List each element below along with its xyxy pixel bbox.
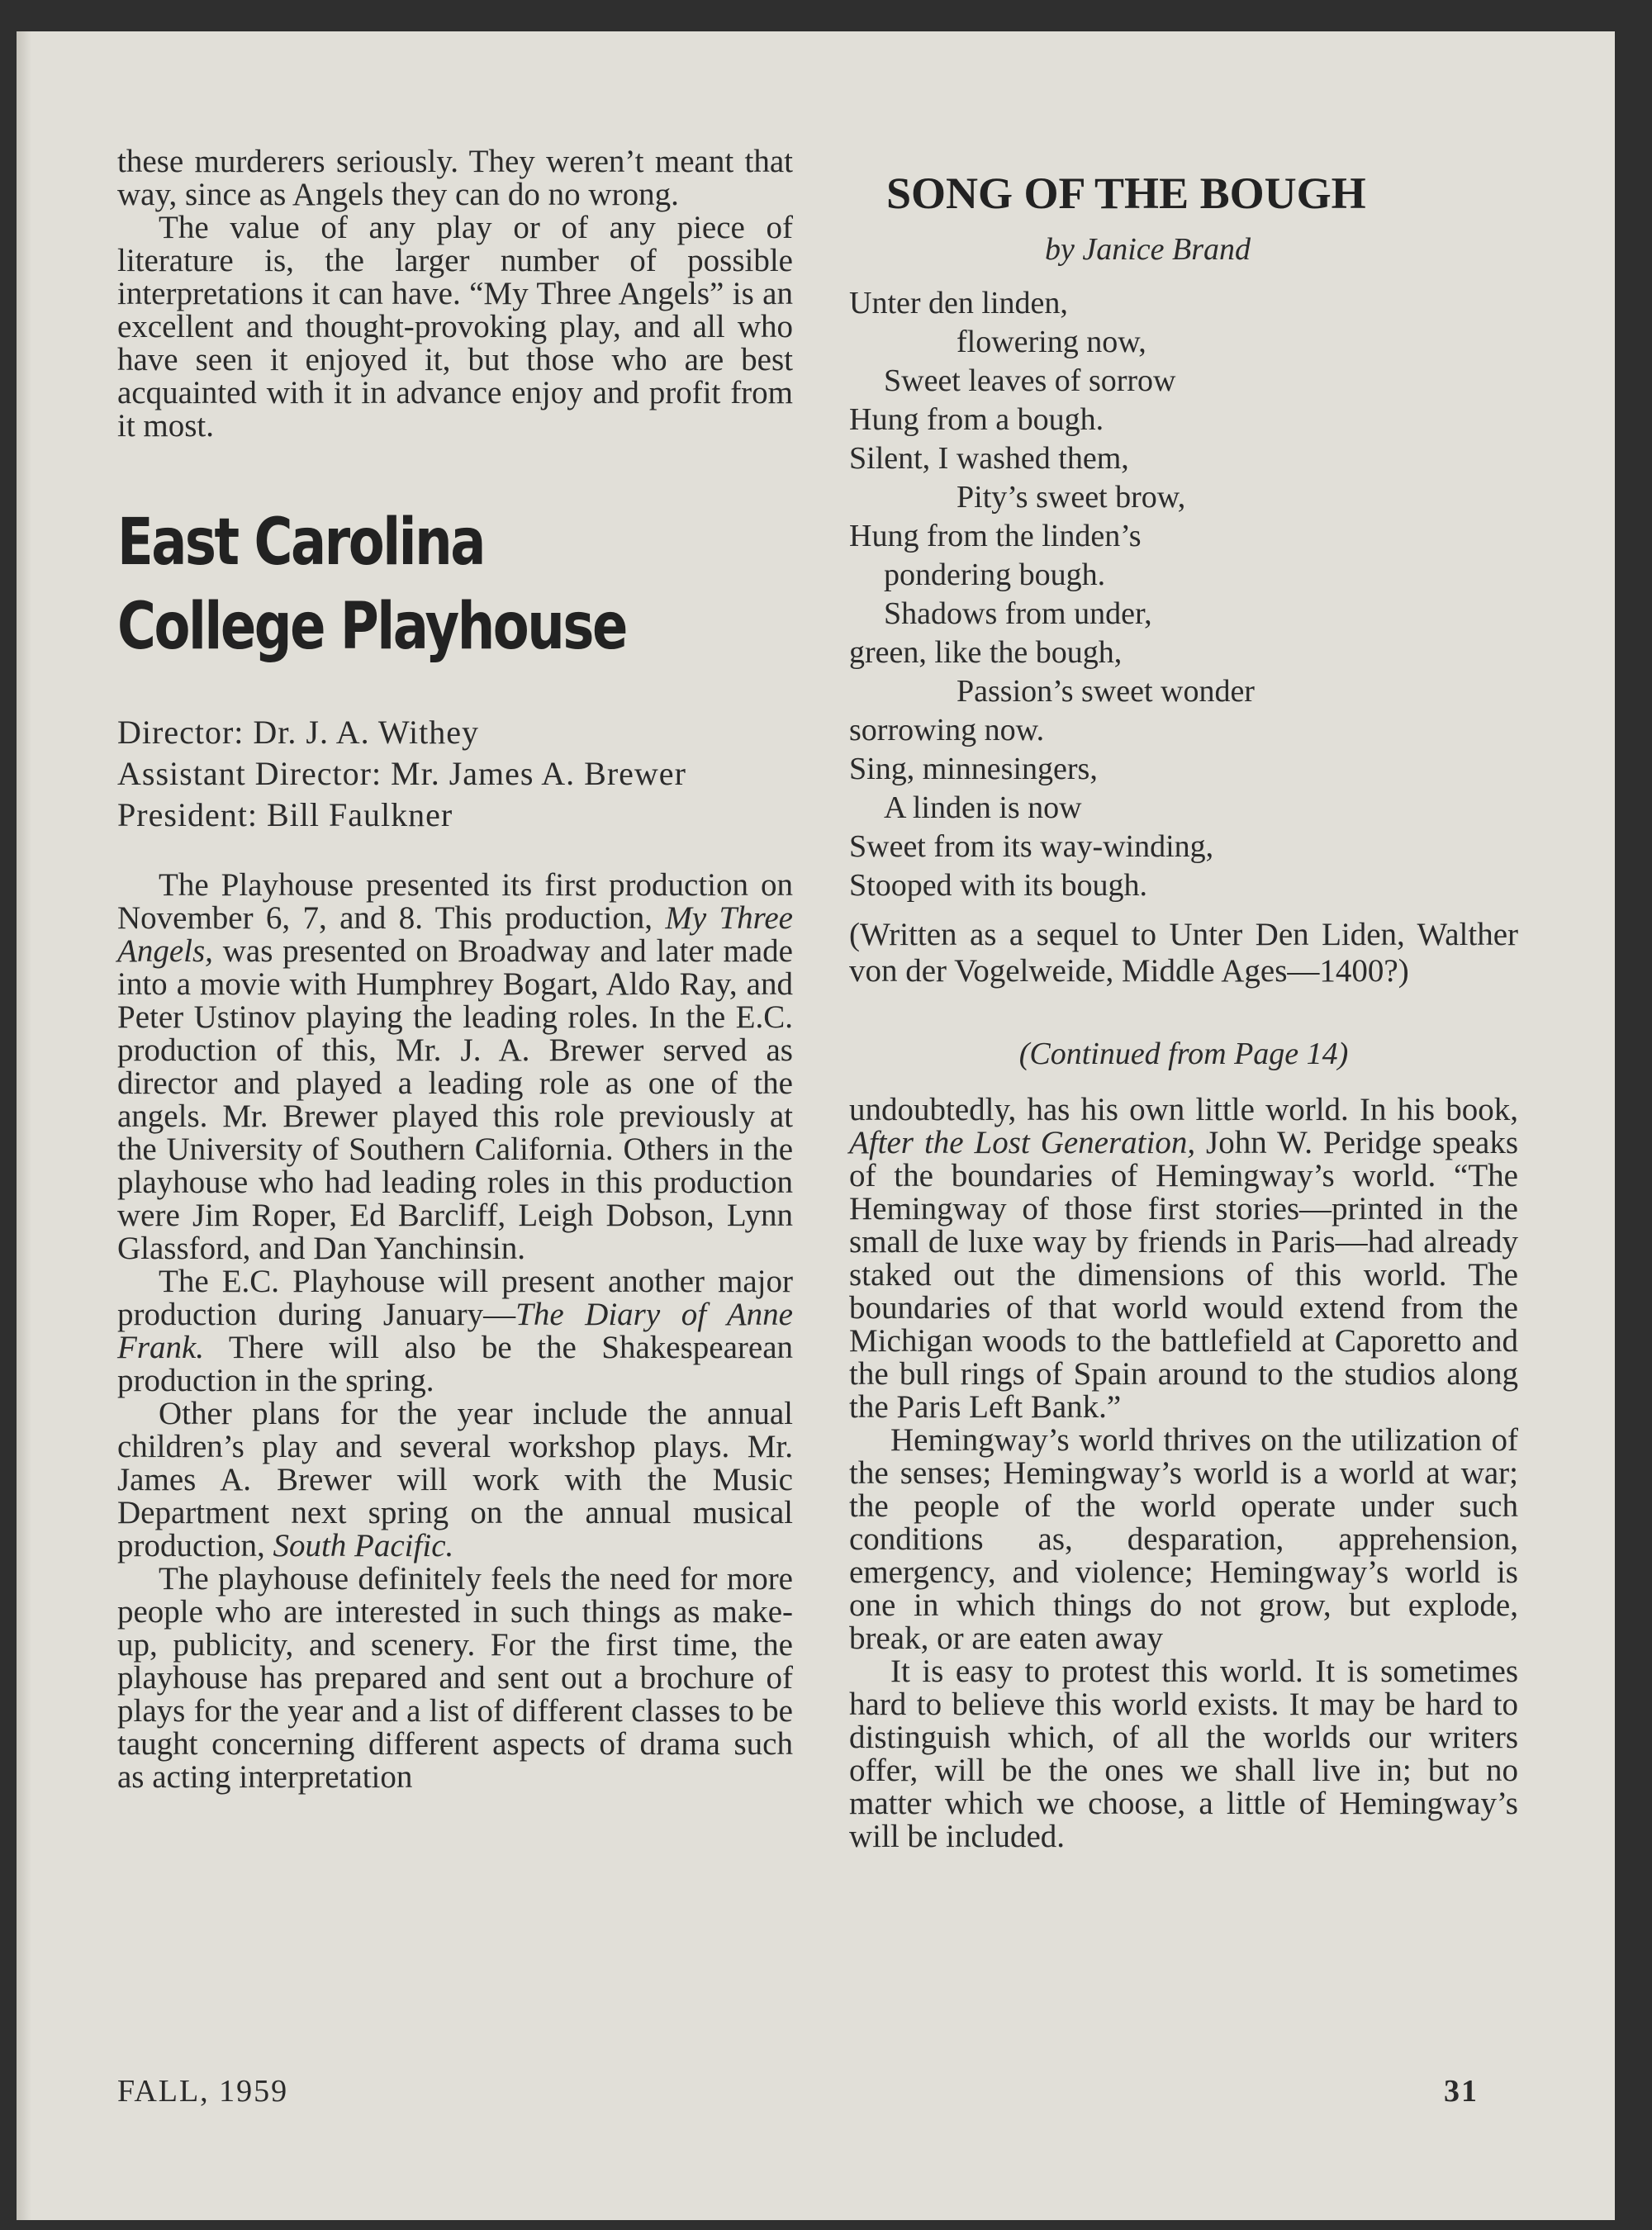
article-paragraph-1 xyxy=(117,869,793,1265)
poem-note: (Written as a sequel to Unter Den Liden, Walther von der Vogelweide, Middle Ages—1400?) xyxy=(849,917,1518,989)
poem-line: flowering now, xyxy=(957,325,1146,359)
poem-line: Hung from the linden’s xyxy=(849,519,1142,553)
poem-line: green, like the bough, xyxy=(849,635,1123,670)
magazine-page xyxy=(17,31,1615,2220)
text-span: Other plans for the year include the annual children’s play and several workshop plays. Mr. James A. Brewer will work with the Music Department next spring on the annual musical production, xyxy=(117,1396,793,1563)
poem-line: Pity’s sweet brow, xyxy=(957,480,1186,515)
poem-line: Sing, minnesingers, xyxy=(849,752,1098,786)
text-span: John W. Peridge speaks of the boundaries of Hemingway’s world. “The Hemingway of those first stories—printed in the small de luxe way by friends in Paris—had already staked out the dimensions of this world. The boundaries of that world would extend from the Michigan woods to the battlefield at Caporetto and the bull rings of Spain around to the studios along the Paris Left Bank.” xyxy=(849,1125,1518,1425)
poem-body xyxy=(849,284,1518,905)
text-span: The E.C. Playhouse will present another major production during January— xyxy=(117,1264,793,1332)
right-column xyxy=(849,145,1518,1853)
poem-line: A linden is now xyxy=(884,790,1082,825)
book-title: After the Lost Generation, xyxy=(849,1125,1196,1160)
article-paragraph-3 xyxy=(117,1397,793,1563)
article-paragraph-4: The playhouse definitely feels the need for more people who are interested in such things as make-up, publicity, and scenery. For the first time, the playhouse has prepared and sent out a brochure of plays for the year and a list of different classes to be taught concerning different aspects of drama such as acting interpretation xyxy=(117,1561,793,1795)
poem-line: Passion’s sweet wonder xyxy=(957,674,1255,709)
playhouse-heading xyxy=(117,501,793,669)
poem-byline: by Janice Brand xyxy=(1045,232,1251,267)
poem-line: Sweet leaves of sorrow xyxy=(884,363,1176,398)
poem-line: Unter den linden, xyxy=(849,286,1068,320)
continued-label: (Continued from Page 14) xyxy=(1018,1037,1349,1071)
poem-line: sorrowing now. xyxy=(849,713,1045,747)
left-column xyxy=(117,145,793,1794)
text-span: undoubtedly, has his own little world. In his book, xyxy=(849,1092,1518,1127)
poem-line: pondering bough. xyxy=(884,558,1106,592)
play-title: South Pacific. xyxy=(273,1528,454,1563)
continued-paragraph-1 xyxy=(849,1094,1518,1424)
intro-paragraph-2: The value of any play or of any piece of literature is, the larger number of possible interpretations it can have. “My Three Angels” is an excellent and thought-provoking play, and all who have seen it enjoyed it, but those who are best acquainted with it in advance enjoy and profit from it most. xyxy=(117,210,793,444)
text-span: was presented on Broadway and later made into a movie with Humphrey Bogart, Aldo Ray, and Peter Ustinov playing the leading roles. In the E.C. production of this, Mr. J. A. Brewer served as director and played a leading role as one of the angels. Mr. Brewer played this role previously at the University of Southern California. Others in the playhouse who had leading roles in this production were Jim Roper, Ed Barcliff, Leigh Dobson, Lynn Glassford, and Dan Yanchinsin. xyxy=(117,933,793,1266)
issue-date: FALL, 1959 xyxy=(117,2074,289,2109)
playhouse-heading-line-2: College Playhouse xyxy=(117,590,626,664)
poem-line: Hung from a bough. xyxy=(849,402,1104,437)
article-paragraph-2 xyxy=(117,1265,793,1397)
continued-paragraph-3: It is easy to protest this world. It is sometimes hard to believe this world exists. It may be hard to distinguish which, of all the worlds our writers offer, will be the ones we shall live in; but no matter which we choose, a little of Hemingway’s will be included. xyxy=(849,1654,1518,1854)
staff-president: President: Bill Faulkner xyxy=(117,796,453,833)
page-number: 31 xyxy=(1444,2074,1479,2109)
staff-director: Director: Dr. J. A. Withey xyxy=(117,714,480,751)
text-span: The Playhouse presented its first production on November 6, 7, and 8. This production, xyxy=(117,867,793,936)
page-spine-shadow xyxy=(17,31,31,2220)
poem-line: Shadows from under, xyxy=(884,596,1152,631)
poem-line: Silent, I washed them, xyxy=(849,441,1129,476)
staff-list xyxy=(117,712,793,836)
poem-title: SONG OF THE BOUGH xyxy=(886,168,1366,218)
intro-paragraph-1: these murderers seriously. They weren’t meant that way, since as Angels they can do no wrong. xyxy=(117,144,793,212)
play-title: My Three Angels, xyxy=(117,900,793,969)
playhouse-heading-line-1: East Carolina xyxy=(117,505,484,580)
continued-paragraph-2: Hemingway’s world thrives on the utilization of the senses; Hemingway’s world is a world at war; the people of the world operate under such conditions as, desparation, apprehension, emergency, and violence; Hemingway’s world is one in which things do not grow, but explode, break, or are eaten away xyxy=(849,1422,1518,1656)
poem-line: Stooped with its bough. xyxy=(849,868,1148,903)
text-span: There will also be the Shakespearean production in the spring. xyxy=(117,1330,793,1398)
staff-assistant-director: Assistant Director: Mr. James A. Brewer xyxy=(117,755,686,792)
poem-line: Sweet from its way-winding, xyxy=(849,829,1214,864)
play-title: The Diary of Anne Frank. xyxy=(117,1297,793,1365)
